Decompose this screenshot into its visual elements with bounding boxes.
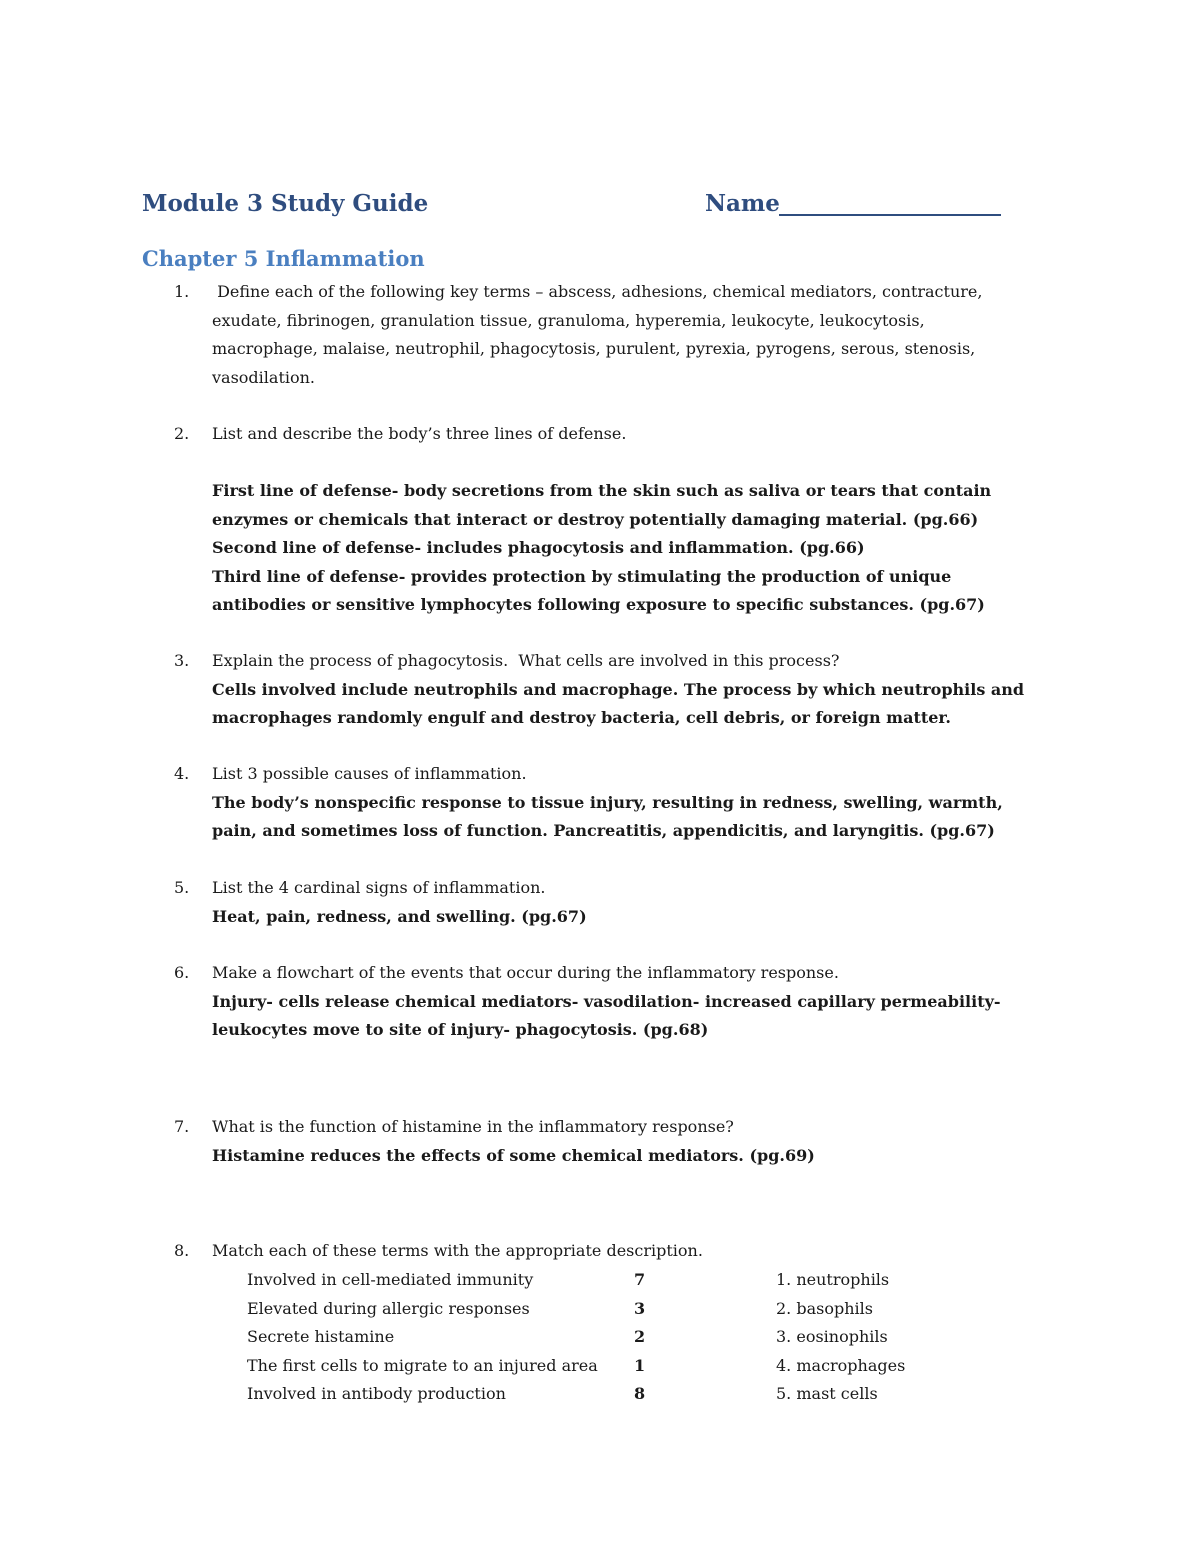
title-row — [142, 190, 1022, 224]
matching-row — [247, 1380, 947, 1409]
question-number: 4. — [174, 764, 190, 783]
question-body — [212, 647, 1052, 733]
answer-line: The body’s nonspecific response to tissue injury, resulting in redness, swelling, warmth, — [212, 792, 1003, 812]
match-term: 2. basophils — [776, 1298, 873, 1318]
answer-line: antibodies or sensitive lymphocytes following exposure to specific substances. (pg.67) — [212, 595, 985, 614]
name-blank-line — [779, 214, 1001, 216]
answer-line: Second line of defense- includes phagocytosis and inflammation. (pg.66) — [212, 538, 865, 557]
matching-row — [247, 1323, 947, 1352]
answer-line: Third line of defense- provides protection by stimulating the production of unique — [212, 566, 952, 586]
match-term: 3. eosinophils — [776, 1327, 888, 1346]
answer-line: Injury- cells release chemical mediators- vasodilation- increased capillary permeability- — [212, 991, 1001, 1011]
question-line: Make a flowchart of the events that occur during the inflammatory response. — [212, 963, 839, 982]
match-answer: 1 — [634, 1355, 646, 1375]
question-body — [212, 874, 1052, 931]
answer-line: pain, and sometimes loss of function. Pancreatitis, appendicitis, and laryngitis. (pg.67) — [212, 821, 995, 840]
question-line: exudate, fibrinogen, granulation tissue, granuloma, hyperemia, leukocyte, leukocytosis, — [212, 310, 925, 330]
question-line: List the 4 cardinal signs of inflammation. — [212, 878, 546, 897]
match-description: The first cells to migrate to an injured area — [247, 1355, 598, 1375]
answer-line: Cells involved include neutrophils and macrophage. The process by which neutrophils and — [212, 679, 1025, 699]
matching-row — [247, 1295, 947, 1324]
question-body — [212, 760, 1052, 846]
match-description: Involved in antibody production — [247, 1384, 506, 1403]
match-description: Involved in cell-mediated immunity — [247, 1270, 534, 1289]
answer-line: Heat, pain, redness, and swelling. (pg.67) — [212, 906, 587, 926]
question-number: 5. — [174, 878, 190, 897]
question-number: 8. — [174, 1241, 190, 1260]
match-term: 5. mast cells — [776, 1384, 878, 1403]
chapter-heading: Chapter 5 Inflammation — [142, 246, 425, 271]
question-number: 2. — [174, 424, 190, 443]
matching-table — [247, 1266, 947, 1409]
match-term: 1. neutrophils — [776, 1270, 890, 1289]
matching-row — [247, 1352, 947, 1381]
matching-row — [247, 1266, 947, 1295]
question-line: Explain the process of phagocytosis. What cells are involved in this process? — [212, 651, 840, 670]
match-term: 4. macrophages — [776, 1355, 906, 1375]
question-body — [212, 1237, 1052, 1266]
question-line: What is the function of histamine in the inflammatory response? — [212, 1117, 734, 1136]
question-number: 1. — [174, 282, 190, 301]
question-body — [212, 1113, 1052, 1170]
question-line: List and describe the body’s three lines of defense. — [212, 424, 627, 443]
match-description: Secrete histamine — [247, 1327, 395, 1346]
answer-line: leukocytes move to site of injury- phagocytosis. (pg.68) — [212, 1020, 709, 1039]
document-title: Module 3 Study Guide — [142, 190, 429, 217]
match-answer: 7 — [634, 1270, 646, 1289]
answer-line: macrophages randomly engulf and destroy bacteria, cell debris, or foreign matter. — [212, 708, 951, 727]
answer-line: First line of defense- body secretions from the skin such as saliva or tears that contain — [212, 481, 992, 500]
question-number: 3. — [174, 651, 190, 670]
question-number: 6. — [174, 963, 190, 982]
match-answer: 8 — [634, 1384, 646, 1403]
question-line: List 3 possible causes of inflammation. — [212, 764, 527, 783]
question-line: Define each of the following key terms – abscess, adhesions, chemical mediators, contracture, — [212, 282, 983, 301]
question-body — [212, 959, 1052, 1045]
question-line: Match each of these terms with the appropriate description. — [212, 1241, 703, 1260]
question-number: 7. — [174, 1117, 190, 1136]
match-description: Elevated during allergic responses — [247, 1298, 530, 1318]
match-answer: 3 — [634, 1298, 646, 1318]
name-label: Name — [705, 190, 780, 217]
match-answer: 2 — [634, 1327, 646, 1346]
question-body — [212, 420, 1052, 620]
answer-line: Histamine reduces the effects of some chemical mediators. (pg.69) — [212, 1145, 815, 1165]
question-body — [212, 278, 1052, 392]
answer-line: enzymes or chemicals that interact or destroy potentially damaging material. (pg.66) — [212, 509, 979, 529]
question-line: vasodilation. — [212, 367, 316, 387]
question-line: macrophage, malaise, neutrophil, phagocytosis, purulent, pyrexia, pyrogens, serous, stenosis, — [212, 339, 976, 358]
